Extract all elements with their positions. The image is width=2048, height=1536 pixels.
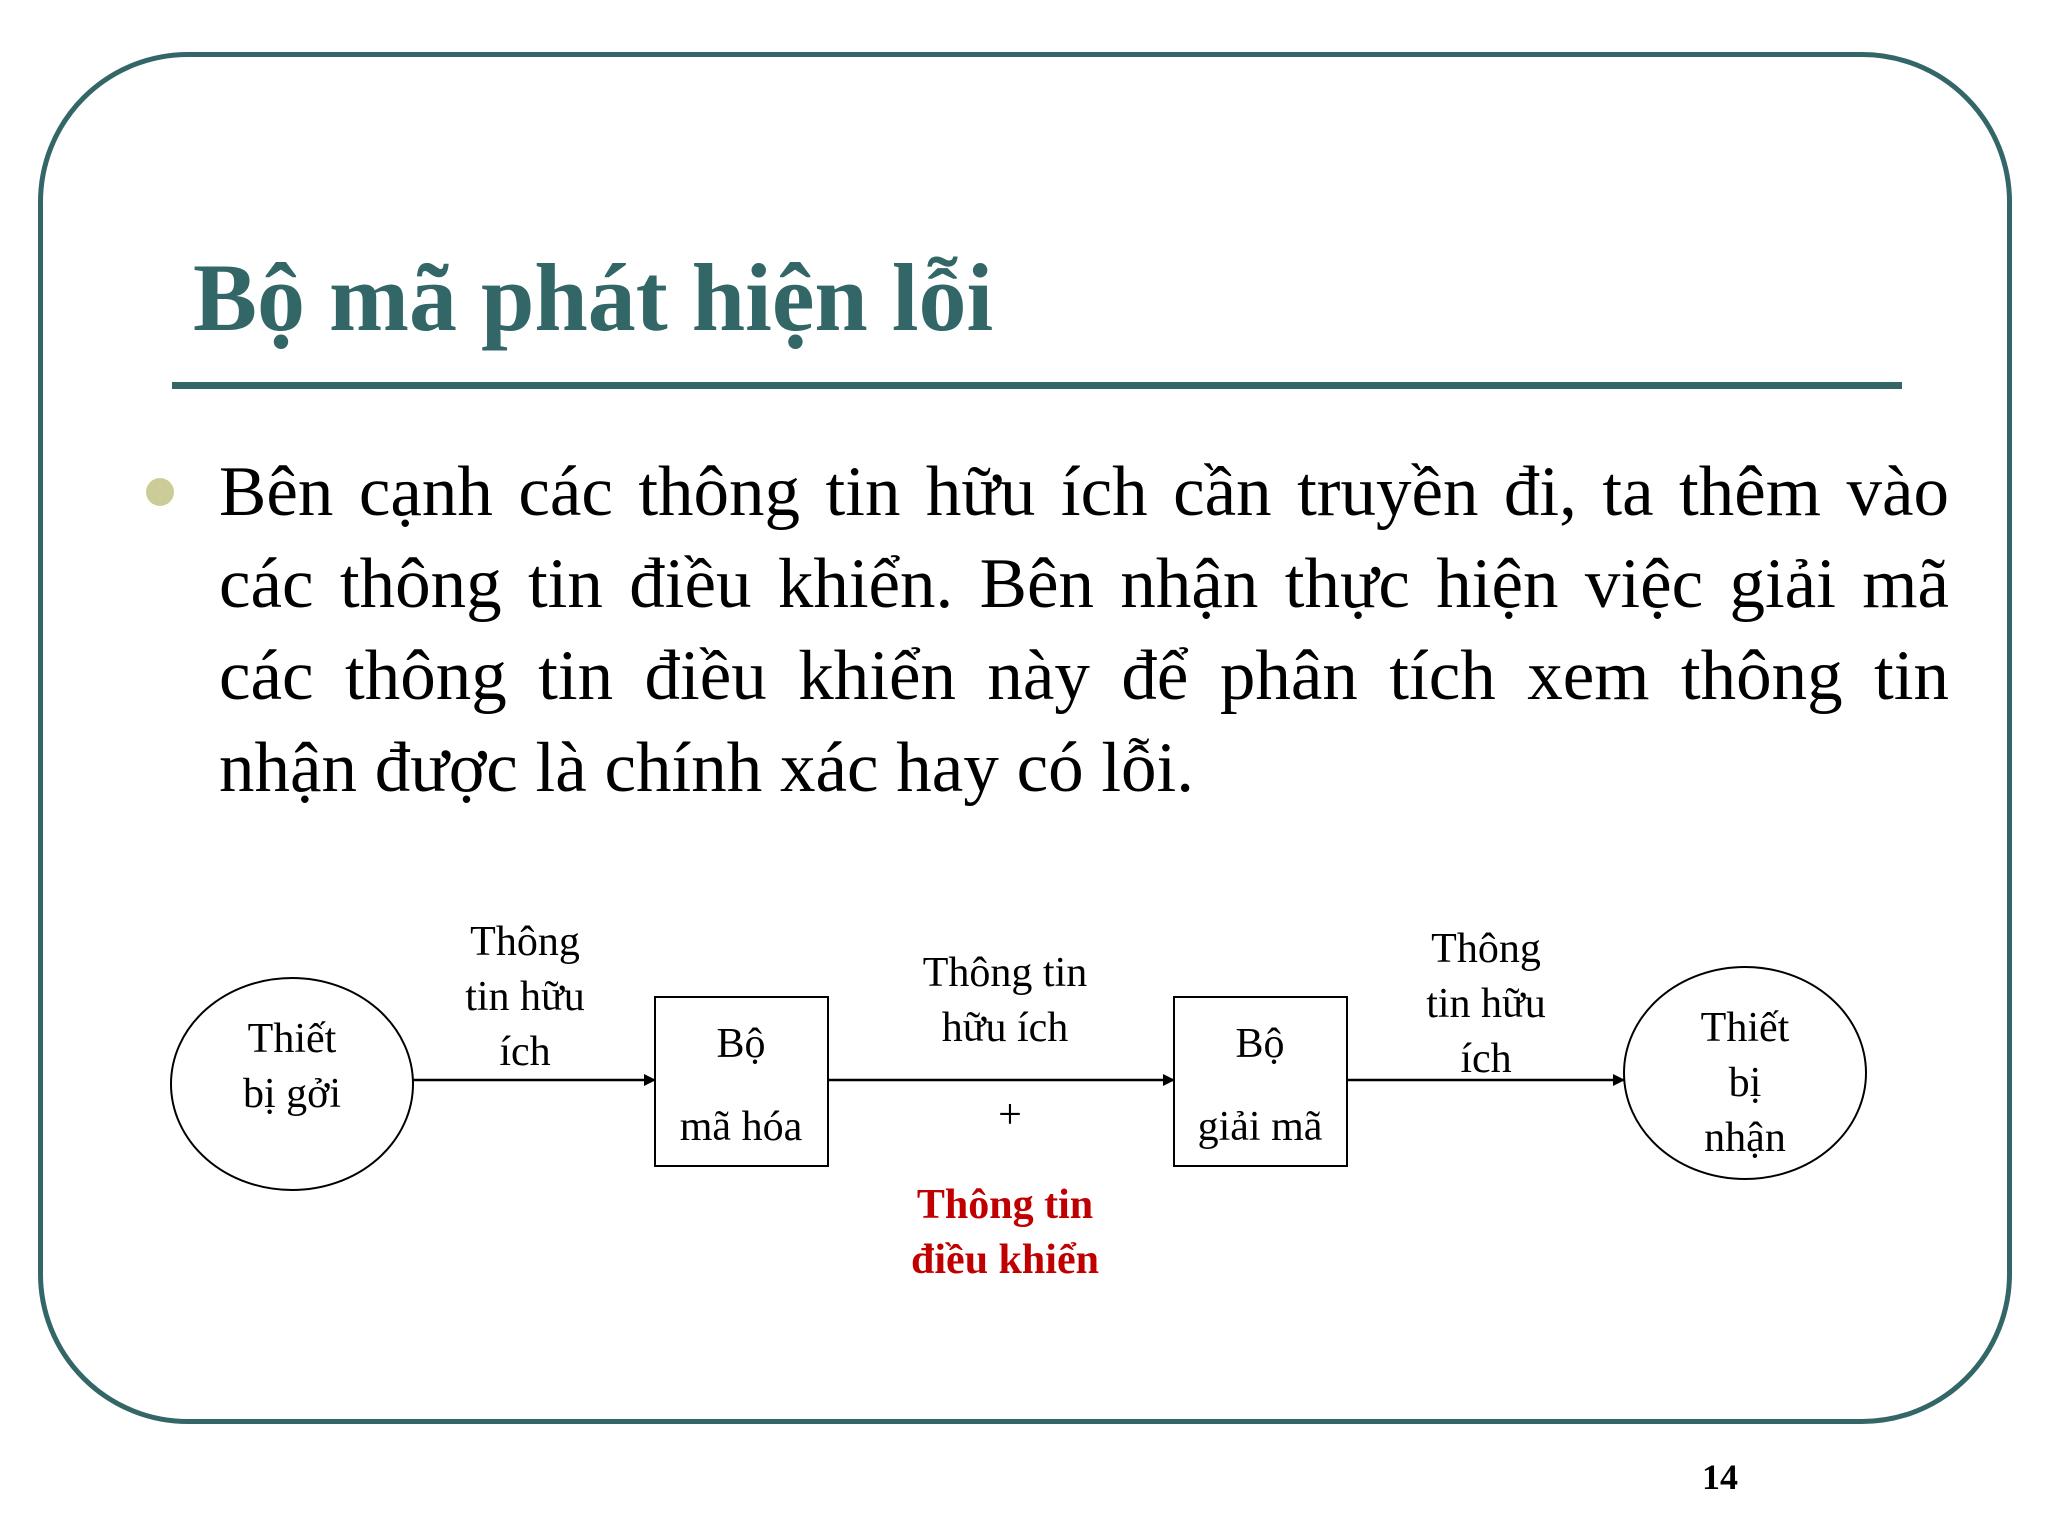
edge1-label-line: Thông xyxy=(470,919,580,965)
edge3-label-line: ích xyxy=(1460,1036,1512,1082)
encoder-label-line: Bộ xyxy=(716,1021,766,1067)
edge2-label-line: hữu ích xyxy=(941,1005,1069,1051)
decoder-label-line: giải mã xyxy=(1197,1104,1323,1150)
page-number: 14 xyxy=(1702,1457,1738,1497)
slide-title: Bộ mã phát hiện lỗi xyxy=(193,244,994,351)
bullet-text: Bên cạnh các thông tin hữu ích cần truyền đi, ta thêm vào các thông tin điều khiển. Bên nhận thực hiện việc giải mã các thông tin điều khiển này để phân tích xem thông tin nhận được là chính xác hay có lỗi. xyxy=(219,453,1949,807)
decoder-label-line: Bộ xyxy=(1235,1021,1285,1067)
edge3-label-line: tin hữu xyxy=(1426,981,1546,1027)
sender-label-line: bị gởi xyxy=(242,1071,342,1117)
encoder-label-line: mã hóa xyxy=(679,1104,803,1150)
sender-label-line: Thiết xyxy=(247,1016,337,1062)
edge2-label-line: Thông tin xyxy=(922,950,1088,996)
edge3-label-line: Thông xyxy=(1431,926,1541,972)
edge1-label-line: ích xyxy=(499,1029,551,1075)
receiver-label-line: bị xyxy=(1728,1060,1762,1106)
edge1-label-line: tin hữu xyxy=(465,974,585,1020)
receiver-label-line: Thiết xyxy=(1700,1005,1790,1051)
edge2-plus-sign: + xyxy=(998,1092,1022,1138)
control-info-label-line: điều khiển xyxy=(911,1237,1099,1283)
receiver-label-line: nhận xyxy=(1704,1115,1786,1161)
control-info-label-line: Thông tin xyxy=(916,1182,1094,1228)
